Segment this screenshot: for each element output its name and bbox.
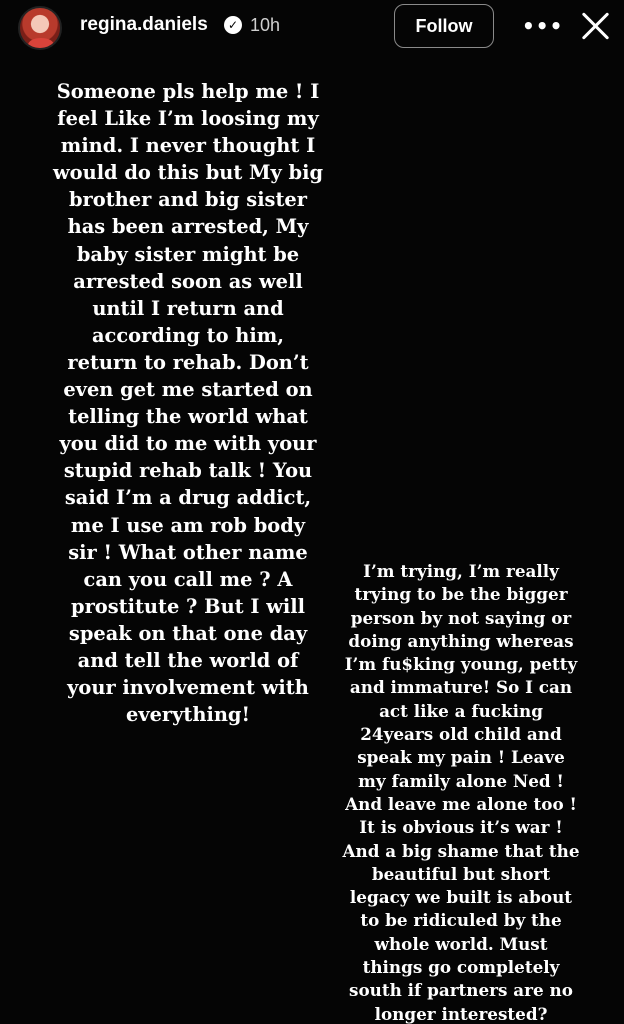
story-text-line: sir ! What other name bbox=[68, 540, 308, 564]
story-text-line: speak my pain ! Leave bbox=[357, 747, 565, 768]
avatar[interactable] bbox=[18, 6, 62, 50]
story-text-line: even get me started on bbox=[63, 378, 313, 402]
story-text-line: It is obvious it’s war ! bbox=[359, 817, 563, 838]
story-text-line: And leave me alone too ! bbox=[345, 793, 577, 814]
story-text-line: prostitute ? But I will bbox=[71, 594, 305, 618]
story-text-line: person by not saying or bbox=[350, 607, 572, 628]
post-time: 10h bbox=[250, 15, 281, 35]
story-text-line: And a big shame that the bbox=[342, 840, 580, 861]
more-icon[interactable]: ••• bbox=[522, 14, 564, 38]
verified-badge-icon: ✓ bbox=[224, 16, 242, 34]
story-text-line: I’m trying, I’m really bbox=[363, 561, 559, 581]
story-text-line: I’m fu$king young, petty bbox=[344, 654, 578, 675]
follow-button[interactable]: Follow bbox=[394, 4, 494, 48]
story-text-line: whole world. Must bbox=[374, 933, 548, 954]
story-text-right bbox=[326, 560, 596, 1024]
story-text-line: baby sister might be bbox=[76, 242, 300, 266]
story-text-line: Someone pls help me ! I bbox=[56, 80, 320, 103]
story-text-line: everything! bbox=[125, 703, 250, 727]
story-text-line: according to him, bbox=[91, 323, 285, 347]
story-text-line: has been arrested, My bbox=[67, 215, 309, 239]
story-text-line: and immature! So I can bbox=[349, 677, 573, 698]
story-text-line: me I use am rob body bbox=[70, 513, 306, 537]
story-text-line: doing anything whereas bbox=[348, 630, 574, 651]
story-text-line: 24years old child and bbox=[360, 724, 562, 745]
story-text-line: mind. I never thought I bbox=[60, 134, 316, 158]
story-text-line: would do this but My big bbox=[52, 161, 324, 185]
story-text-line: speak on that one day bbox=[68, 621, 308, 645]
story-text-line: can you call me ? A bbox=[83, 567, 293, 591]
story-text-line: and tell the world of bbox=[77, 648, 299, 672]
story-text-line: act like a fucking bbox=[379, 700, 543, 721]
story-text-line: until I return and bbox=[92, 296, 284, 320]
story-text-line: telling the world what bbox=[68, 405, 308, 429]
story-text-line: south if partners are no bbox=[349, 980, 573, 1001]
story-text-line: longer interested? bbox=[374, 1003, 548, 1024]
story-text-line: feel Like I’m loosing my bbox=[57, 107, 319, 131]
story-text-line: beautiful but short bbox=[371, 863, 551, 884]
story-text-line: your involvement with bbox=[67, 676, 309, 700]
story-text-line: things go completely bbox=[362, 957, 560, 978]
story-text-line: return to rehab. Don’t bbox=[67, 350, 309, 374]
story-text-line: legacy we built is about bbox=[349, 887, 573, 908]
story-text-line: trying to be the bigger bbox=[354, 584, 568, 605]
story-text-line: you did to me with your bbox=[59, 432, 317, 456]
username[interactable]: regina.daniels bbox=[80, 14, 208, 35]
story-text-line: my family alone Ned ! bbox=[358, 770, 564, 791]
story-text-line: to be ridiculed by the bbox=[360, 910, 562, 931]
story-text-line: arrested soon as well bbox=[73, 269, 303, 293]
story-text-line: brother and big sister bbox=[69, 188, 307, 212]
story-text-line: said I’m a drug addict, bbox=[64, 486, 312, 510]
close-icon[interactable] bbox=[578, 8, 612, 42]
story-text-left bbox=[36, 78, 340, 728]
story-header bbox=[0, 0, 624, 56]
story-text-line: stupid rehab talk ! You bbox=[63, 459, 313, 483]
